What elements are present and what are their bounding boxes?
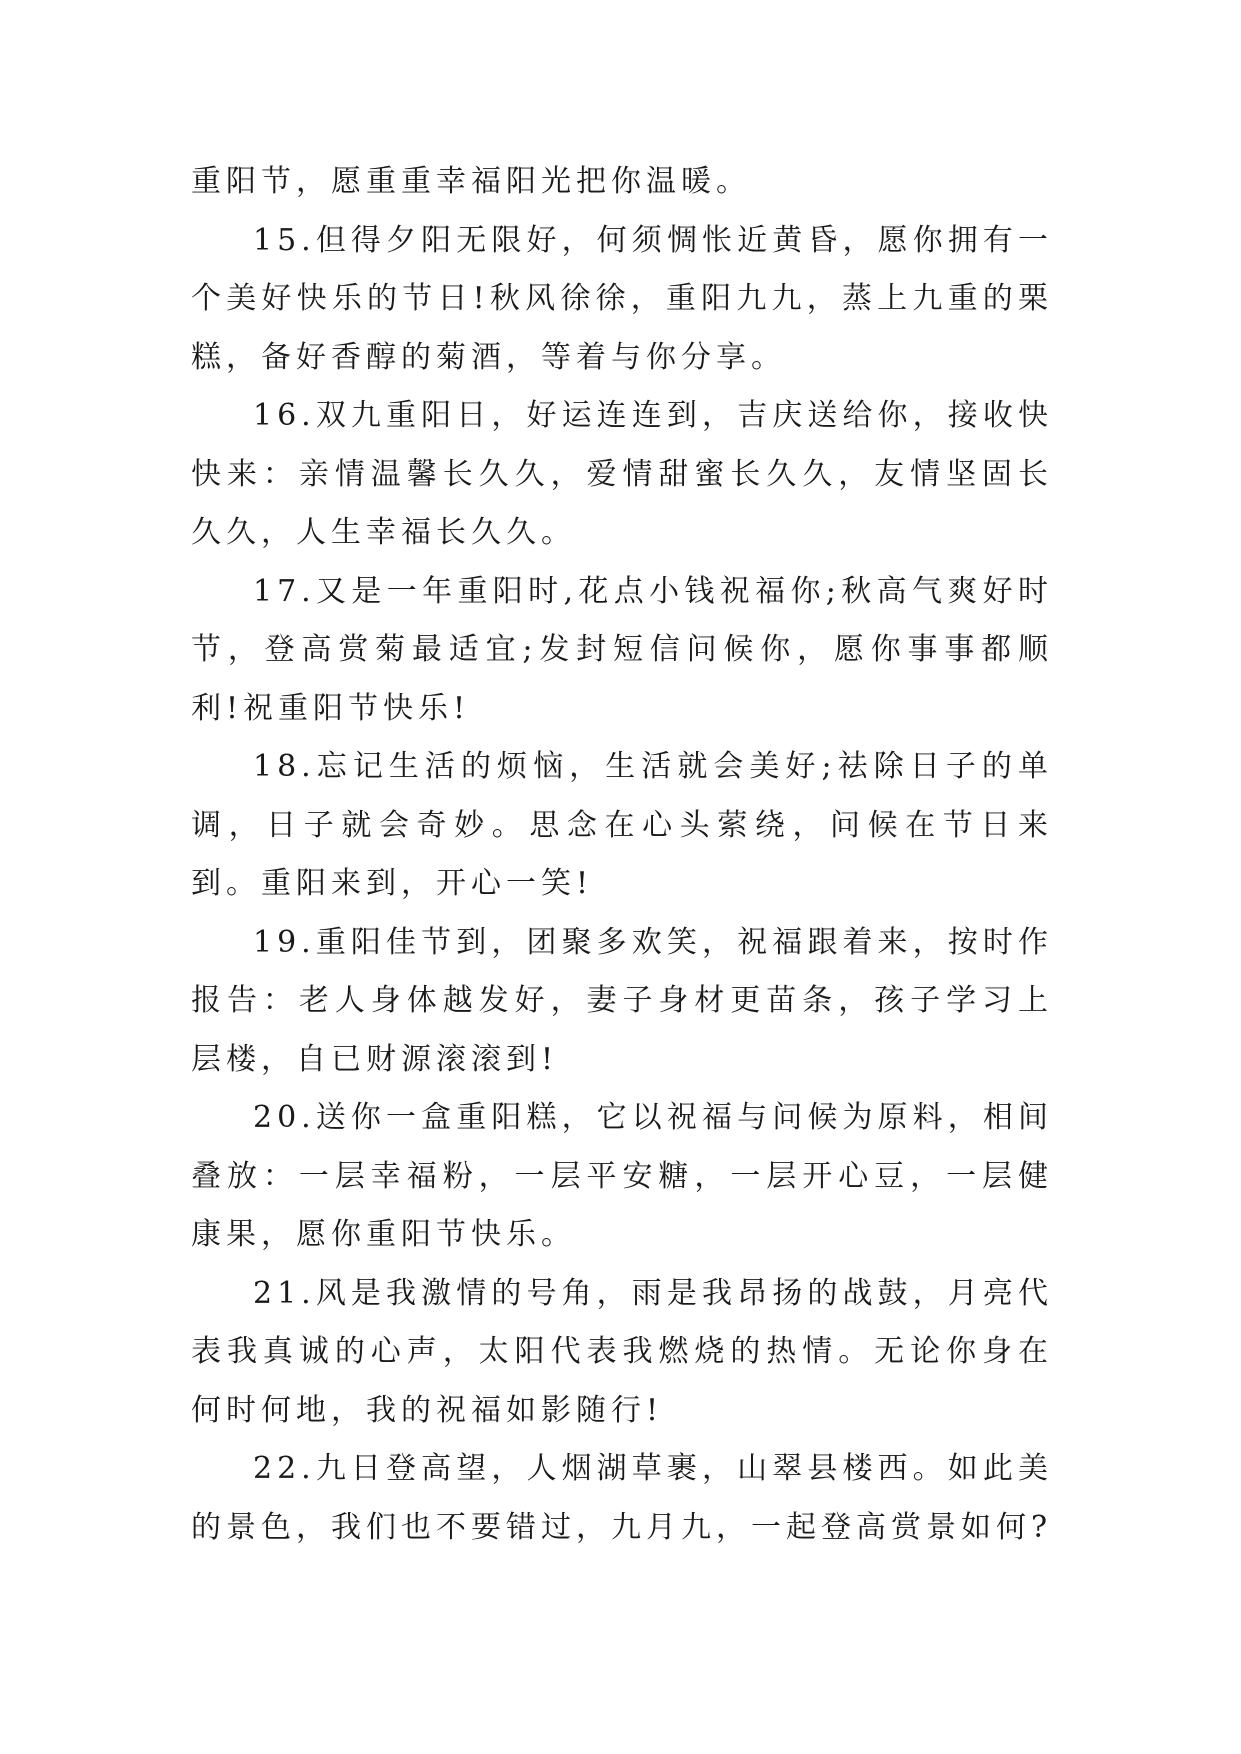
paragraph-item-22: 22.九日登高望，人烟湖草裹，山翠县楼西。如此美的景色，我们也不要错过，九月九，一起登高赏景如何? [191, 1451, 1053, 1545]
paragraph-item-21: 21.风是我激情的号角，雨是我昂扬的战鼓，月亮代表我真诚的心声，太阳代表我燃烧的热情。无论你身在何时何地，我的祝福如影随行! [191, 1275, 1053, 1428]
paragraph-item-16: 16.双九重阳日，好运连连到，吉庆送给你，接收快快来：亲情温馨长久久，爱情甜蜜长久久，友情坚固长久久，人生幸福长久久。 [191, 398, 1053, 550]
paragraph-item-17: 17.又是一年重阳时,花点小钱祝福你;秋高气爽好时节，登高赏菊最适宜;发封短信问候你，愿你事事都顺利!祝重阳节快乐! [191, 573, 1053, 726]
paragraph-item-18: 18.忘记生活的烦恼，生活就会美好;祛除日子的单调，日子就会奇妙。思念在心头萦绕，问候在节日来到。重阳来到，开心一笑! [191, 749, 1053, 901]
paragraph-item-15: 15.但得夕阳无限好，何须惆怅近黄昏，愿你拥有一个美好快乐的节日!秋风徐徐，重阳九九，蒸上九重的栗糕，备好香醇的菊酒，等着与你分享。 [191, 222, 1053, 375]
paragraph-item-19: 19.重阳佳节到，团聚多欢笑，祝福跟着来，按时作报告：老人身体越发好，妻子身材更苗条，孩子学习上层楼，自已财源滚滚到! [191, 924, 1053, 1077]
paragraph-item-20: 20.送你一盒重阳糕，它以祝福与问候为原料，相间叠放：一层幸福粉，一层平安糖，一层开心豆，一层健康果，愿你重阳节快乐。 [191, 1100, 1053, 1252]
paragraph-continuation: 重阳节，愿重重幸福阳光把你温暖。 [191, 164, 751, 199]
document-body [191, 153, 1053, 1557]
